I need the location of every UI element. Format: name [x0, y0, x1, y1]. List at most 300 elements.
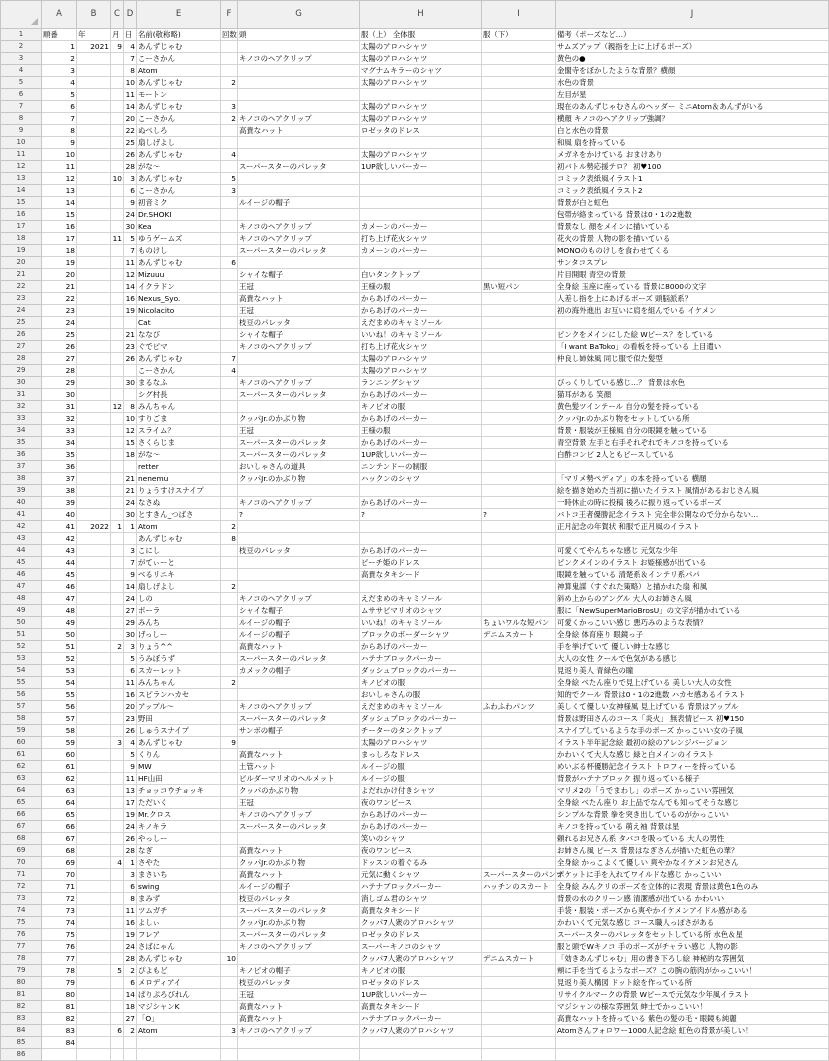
cell-i[interactable] [482, 989, 556, 1001]
cell-g[interactable]: キノコのヘアクリップ [238, 221, 360, 233]
cell-f[interactable] [221, 773, 238, 785]
row-header[interactable]: 18 [1, 233, 42, 245]
cell-f[interactable]: 回数 [222, 30, 237, 39]
cell-d[interactable]: 16 [124, 293, 137, 305]
cell-d[interactable]: 5 [124, 653, 137, 665]
cell-i[interactable] [482, 173, 556, 185]
cell-d[interactable]: 30 [124, 629, 137, 641]
cell-e[interactable]: なさぬ [137, 497, 221, 509]
cell-b[interactable] [77, 1001, 111, 1013]
cell-f[interactable] [221, 845, 238, 857]
cell-f[interactable] [221, 329, 238, 341]
cell-g[interactable] [238, 401, 360, 413]
cell-f[interactable] [221, 881, 238, 893]
cell-e[interactable]: 初音ミク [137, 197, 221, 209]
cell-b[interactable] [77, 413, 111, 425]
cell-a[interactable]: 35 [42, 449, 77, 461]
cell-e[interactable]: あんずじゃむ [137, 737, 221, 749]
cell-c[interactable] [111, 905, 124, 917]
cell-d[interactable]: 12 [124, 269, 137, 281]
cell-d[interactable]: 4 [124, 41, 137, 53]
cell-b[interactable] [77, 617, 111, 629]
cell-g[interactable]: スーパースターのパレッタ [238, 161, 360, 173]
cell-i[interactable] [482, 413, 556, 425]
cell-i[interactable] [482, 101, 556, 113]
cell-d[interactable]: 24 [124, 941, 137, 953]
cell-e[interactable]: こーさかん [137, 113, 221, 125]
cell-e[interactable]: 扇しげよし [137, 137, 221, 149]
cell-b[interactable] [77, 569, 111, 581]
cell-i[interactable] [482, 1013, 556, 1025]
cell-c[interactable] [111, 77, 124, 89]
cell-b[interactable] [77, 209, 111, 221]
cell-i[interactable] [482, 137, 556, 149]
cell-h[interactable]: ランニングシャツ [360, 377, 482, 389]
cell-c[interactable] [111, 845, 124, 857]
row-header[interactable]: 44 [1, 545, 42, 557]
cell-a[interactable]: 18 [42, 245, 77, 257]
cell-g[interactable] [238, 521, 360, 533]
cell-c[interactable] [111, 353, 124, 365]
column-header-b[interactable]: B [77, 1, 111, 29]
cell-c[interactable] [111, 485, 124, 497]
cell-i[interactable] [482, 329, 556, 341]
cell-d[interactable]: 27 [124, 605, 137, 617]
cell-b[interactable] [77, 797, 111, 809]
row-header[interactable]: 67 [1, 821, 42, 833]
cell-h[interactable]: ハックンのシャツ [360, 473, 482, 485]
cell-h[interactable]: 王様の服 [360, 425, 482, 437]
cell-j[interactable] [556, 1037, 829, 1049]
cell-d[interactable]: 9 [124, 569, 137, 581]
cell-g[interactable] [238, 101, 360, 113]
cell-i[interactable] [482, 857, 556, 869]
cell-g[interactable]: 高貴なハット [238, 641, 360, 653]
cell-j[interactable] [556, 365, 829, 377]
cell-i[interactable] [482, 665, 556, 677]
cell-c[interactable] [111, 269, 124, 281]
cell-g[interactable]: シャイな帽子 [238, 329, 360, 341]
row-header[interactable]: 64 [1, 785, 42, 797]
row-header[interactable]: 20 [1, 257, 42, 269]
cell-d[interactable]: 26 [124, 833, 137, 845]
cell-e[interactable]: ぐでピマ [137, 341, 221, 353]
row-header[interactable]: 43 [1, 533, 42, 545]
cell-i[interactable] [482, 485, 556, 497]
cell-f[interactable] [221, 473, 238, 485]
cell-h[interactable]: 高貴なタキシード [360, 905, 482, 917]
cell-i[interactable] [482, 761, 556, 773]
cell-g[interactable]: キノコのヘアクリップ [238, 809, 360, 821]
cell-h[interactable]: 太陽のアロハシャツ [360, 41, 482, 53]
column-header-d[interactable]: D [124, 1, 137, 29]
cell-e[interactable]: マジシャンK [137, 1001, 221, 1013]
row-header[interactable]: 51 [1, 629, 42, 641]
cell-b[interactable] [77, 365, 111, 377]
cell-c[interactable] [111, 197, 124, 209]
cell-b[interactable] [77, 389, 111, 401]
cell-a[interactable]: 49 [42, 617, 77, 629]
cell-a[interactable]: 67 [42, 833, 77, 845]
cell-a[interactable]: 72 [42, 893, 77, 905]
cell-d[interactable]: 28 [124, 953, 137, 965]
cell-a[interactable]: 8 [42, 125, 77, 137]
cell-h[interactable] [360, 533, 482, 545]
cell-b[interactable] [77, 509, 111, 521]
cell-c[interactable]: 4 [111, 857, 124, 869]
cell-g[interactable]: 高貴なハット [238, 1013, 360, 1025]
cell-a[interactable]: 56 [42, 701, 77, 713]
cell-i[interactable]: ふわふわパンツ [482, 701, 556, 713]
cell-h[interactable]: キノピオの服 [360, 965, 482, 977]
cell-h[interactable]: 太陽のアロハシャツ [360, 113, 482, 125]
cell-j[interactable]: 見返り美人構図 ドット絵を作っている所 [556, 977, 829, 989]
cell-h[interactable] [360, 197, 482, 209]
cell-j[interactable]: 見返り美人 青緑色の瞳 [556, 665, 829, 677]
cell-h[interactable] [360, 137, 482, 149]
cell-g[interactable]: スーパースターのパレッタ [238, 821, 360, 833]
cell-d[interactable]: 4 [124, 737, 137, 749]
cell-c[interactable] [111, 1001, 124, 1013]
cell-f[interactable] [221, 641, 238, 653]
cell-g[interactable]: スーパースターのパレッタ [238, 713, 360, 725]
cell-e[interactable]: MW [137, 761, 221, 773]
cell-i[interactable] [482, 569, 556, 581]
cell-j[interactable]: ポケットに手を入れてワイルドな感じ かっこいい [556, 869, 829, 881]
cell-f[interactable] [221, 1013, 238, 1025]
cell-h[interactable]: からあげのパーカー [360, 545, 482, 557]
cell-h[interactable]: 太陽のアロハシャツ [360, 365, 482, 377]
cell-b[interactable] [77, 809, 111, 821]
cell-f[interactable]: 2 [221, 113, 238, 125]
cell-f[interactable] [221, 929, 238, 941]
cell-g[interactable]: キノコのヘアクリップ [238, 941, 360, 953]
cell-b[interactable] [77, 965, 111, 977]
cell-g[interactable] [238, 137, 360, 149]
row-header[interactable]: 76 [1, 929, 42, 941]
cell-f[interactable] [221, 341, 238, 353]
cell-j[interactable]: 横顔 キノコのヘアクリップ強調？ [556, 113, 829, 125]
cell-d[interactable]: 5 [124, 233, 137, 245]
cell-c[interactable] [111, 881, 124, 893]
cell-f[interactable] [221, 893, 238, 905]
cell-j[interactable]: 服に「NewSuperMarioBrosU」の文字が描かれている [556, 605, 829, 617]
cell-d[interactable]: 1 [124, 857, 137, 869]
cell-b[interactable] [77, 845, 111, 857]
cell-h[interactable]: 服（上） 全体服 [360, 29, 482, 41]
cell-b[interactable] [77, 893, 111, 905]
cell-i[interactable] [482, 269, 556, 281]
cell-f[interactable] [221, 809, 238, 821]
cell-d[interactable]: 11 [124, 677, 137, 689]
cell-c[interactable] [111, 989, 124, 1001]
cell-j[interactable]: 高貴なハットを持っている 紫色の髪の毛・眼鏡も純麗 [556, 1013, 829, 1025]
cell-g[interactable] [238, 209, 360, 221]
cell-b[interactable] [77, 833, 111, 845]
cell-i[interactable] [482, 305, 556, 317]
cell-d[interactable]: 10 [124, 77, 137, 89]
row-header[interactable]: 15 [1, 197, 42, 209]
cell-a[interactable]: 79 [42, 977, 77, 989]
cell-f[interactable] [221, 869, 238, 881]
cell-c[interactable] [111, 365, 124, 377]
cell-h[interactable]: ? [360, 509, 482, 521]
cell-d[interactable]: 30 [124, 509, 137, 521]
cell-h[interactable]: 笑いのシャツ [360, 833, 482, 845]
cell-c[interactable] [111, 653, 124, 665]
row-header[interactable]: 31 [1, 389, 42, 401]
cell-i[interactable] [482, 209, 556, 221]
cell-f[interactable]: 3 [221, 185, 238, 197]
cell-j[interactable] [556, 461, 829, 473]
cell-g[interactable]: 王冠 [238, 989, 360, 1001]
cell-g[interactable]: キノコのヘアクリップ [238, 1025, 360, 1037]
cell-f[interactable] [221, 653, 238, 665]
cell-g[interactable]: 高貴なハット [238, 125, 360, 137]
cell-h[interactable]: ムササビマリオのシャツ [360, 605, 482, 617]
cell-h[interactable]: 1UP欲しいパーカー [360, 989, 482, 1001]
cell-b[interactable] [77, 221, 111, 233]
cell-b[interactable] [77, 581, 111, 593]
cell-f[interactable] [221, 53, 238, 65]
cell-e[interactable]: さくらじま [137, 437, 221, 449]
row-header[interactable]: 45 [1, 557, 42, 569]
cell-j[interactable]: 全身絵 べたん座りで見上げている 美しい大人の女性 [556, 677, 829, 689]
cell-h[interactable]: ハテナブロックパーカー [360, 653, 482, 665]
cell-j[interactable]: クッパJr.のかぶり物をセットしている所 [556, 413, 829, 425]
cell-c[interactable] [111, 689, 124, 701]
cell-j[interactable]: 服と頭でWキノコ 手のポーズがチャラい感じ 人物の影 [556, 941, 829, 953]
cell-i[interactable] [482, 389, 556, 401]
cell-e[interactable]: こにし [137, 545, 221, 557]
cell-b[interactable] [77, 1049, 111, 1061]
cell-i[interactable] [482, 461, 556, 473]
cell-a[interactable]: 26 [42, 341, 77, 353]
cell-c[interactable] [111, 953, 124, 965]
cell-g[interactable]: シャイな帽子 [238, 269, 360, 281]
cell-a[interactable]: 22 [42, 293, 77, 305]
cell-g[interactable]: 高貴なハット [238, 869, 360, 881]
cell-d[interactable]: 19 [124, 929, 137, 941]
cell-e[interactable]: あんずじゃむ [137, 953, 221, 965]
cell-i[interactable] [482, 53, 556, 65]
cell-f[interactable] [221, 65, 238, 77]
cell-a[interactable]: 40 [42, 509, 77, 521]
cell-f[interactable] [221, 497, 238, 509]
cell-a[interactable]: 58 [42, 725, 77, 737]
cell-i[interactable] [482, 965, 556, 977]
cell-h[interactable]: ハテナブロックパーカー [360, 1013, 482, 1025]
cell-j[interactable]: スーパースターのパレッタをセットしている所 水色＆星 [556, 929, 829, 941]
row-header[interactable]: 23 [1, 293, 42, 305]
cell-j[interactable]: 「マリメ勢ペディア」の本を持っている 横顔 [556, 473, 829, 485]
cell-c[interactable] [111, 1037, 124, 1049]
cell-f[interactable]: 8 [221, 533, 238, 545]
cell-b[interactable] [77, 245, 111, 257]
cell-j[interactable]: 「I want BaToko」の看板を持っている 上目遣い [556, 341, 829, 353]
cell-c[interactable] [111, 833, 124, 845]
cell-h[interactable]: マグナムキラーのシャツ [360, 65, 482, 77]
cell-f[interactable] [221, 605, 238, 617]
cell-j[interactable]: シンプルな背景 拳を突き出しているのがかっこいい [556, 809, 829, 821]
cell-i[interactable] [482, 581, 556, 593]
cell-e[interactable]: Atom [137, 65, 221, 77]
row-header[interactable]: 40 [1, 497, 42, 509]
column-header-j[interactable]: J [556, 1, 829, 29]
cell-d[interactable]: 7 [124, 53, 137, 65]
cell-a[interactable]: 78 [42, 965, 77, 977]
cell-h[interactable]: 打ち上げ花火シャツ [360, 341, 482, 353]
cell-e[interactable]: まるなふ [137, 377, 221, 389]
cell-c[interactable] [111, 389, 124, 401]
cell-g[interactable]: ? [238, 509, 360, 521]
cell-d[interactable] [124, 461, 137, 473]
cell-d[interactable]: 9 [124, 197, 137, 209]
cell-e[interactable]: ぴよもど [137, 965, 221, 977]
cell-b[interactable] [77, 161, 111, 173]
cell-i[interactable] [482, 593, 556, 605]
cell-j[interactable]: 現在のあんずじゃむさんのヘッダー ミニAtom＆あんずがいる [556, 101, 829, 113]
cell-i[interactable] [482, 197, 556, 209]
cell-d[interactable]: 9 [124, 761, 137, 773]
cell-i[interactable]: ハッチンのスカート [482, 881, 556, 893]
cell-d[interactable]: 6 [124, 977, 137, 989]
cell-g[interactable]: キノコのヘアクリップ [238, 377, 360, 389]
cell-j[interactable]: 大人の女性 クールで色気がある感じ [556, 653, 829, 665]
cell-c[interactable] [111, 257, 124, 269]
cell-f[interactable]: 4 [221, 149, 238, 161]
cell-h[interactable]: 夜のワンピース [360, 845, 482, 857]
cell-c[interactable] [111, 629, 124, 641]
cell-h[interactable]: からあげのパーカー [360, 293, 482, 305]
cell-i[interactable] [482, 125, 556, 137]
cell-e[interactable]: Nexus_Syo. [137, 293, 221, 305]
cell-d[interactable]: 26 [124, 149, 137, 161]
column-header-e[interactable]: E [137, 1, 221, 29]
cell-b[interactable] [77, 173, 111, 185]
cell-e[interactable]: とすきん_つばさ [137, 509, 221, 521]
cell-f[interactable]: 2 [221, 77, 238, 89]
cell-a[interactable]: 39 [42, 497, 77, 509]
cell-g[interactable] [238, 557, 360, 569]
cell-a[interactable]: 24 [42, 317, 77, 329]
row-header[interactable]: 57 [1, 701, 42, 713]
cell-d[interactable]: 11 [124, 905, 137, 917]
row-header[interactable]: 85 [1, 1037, 42, 1049]
cell-b[interactable] [77, 197, 111, 209]
cell-i[interactable] [482, 521, 556, 533]
cell-d[interactable]: 1 [124, 521, 137, 533]
row-header[interactable]: 16 [1, 209, 42, 221]
cell-h[interactable]: ハテナブロックパーカー [360, 881, 482, 893]
cell-j[interactable]: 一時休止の時に投稿 後ろに振り返っているポーズ [556, 497, 829, 509]
cell-j[interactable]: 白と水色の背景 [556, 125, 829, 137]
cell-d[interactable]: 15 [124, 437, 137, 449]
row-header[interactable]: 2 [1, 41, 42, 53]
cell-i[interactable] [482, 677, 556, 689]
cell-d[interactable]: 6 [124, 665, 137, 677]
cell-e[interactable]: スカーレット [137, 665, 221, 677]
row-header[interactable]: 81 [1, 989, 42, 1001]
cell-b[interactable] [77, 137, 111, 149]
cell-a[interactable]: 3 [42, 65, 77, 77]
cell-i[interactable]: スーパースターのパンツ [483, 870, 564, 879]
cell-a[interactable]: 43 [42, 545, 77, 557]
cell-c[interactable] [111, 497, 124, 509]
cell-a[interactable]: 13 [42, 185, 77, 197]
column-header-f[interactable]: F [221, 1, 238, 29]
cell-j[interactable]: ピンクをメインにした絵 Wピース？をしている [556, 329, 829, 341]
cell-h[interactable]: ルイージの服 [360, 773, 482, 785]
cell-g[interactable]: キノコのヘアクリップ [238, 497, 360, 509]
cell-e[interactable]: くりん [137, 749, 221, 761]
cell-e[interactable]: スピランハカセ [137, 689, 221, 701]
cell-e[interactable]: Atom [137, 1025, 221, 1037]
cell-d[interactable]: 28 [124, 845, 137, 857]
row-header[interactable]: 74 [1, 905, 42, 917]
cell-e[interactable]: 「O」 [137, 1013, 221, 1025]
cell-j[interactable]: 斜め上からのアングル 大人のお姉さん風 [556, 593, 829, 605]
cell-b[interactable] [77, 437, 111, 449]
cell-j[interactable]: 手を挙げていて 優しい紳士な感じ [556, 641, 829, 653]
cell-g[interactable] [238, 569, 360, 581]
cell-b[interactable] [77, 317, 111, 329]
cell-g[interactable] [238, 65, 360, 77]
cell-e[interactable]: ななび [137, 329, 221, 341]
cell-g[interactable]: 高貴なハット [238, 749, 360, 761]
cell-f[interactable] [221, 401, 238, 413]
cell-h[interactable]: ニンテンドーの制服 [360, 461, 482, 473]
row-header[interactable]: 49 [1, 605, 42, 617]
cell-j[interactable]: かわいくて元気な感じ コース職人っぽさがある [556, 917, 829, 929]
cell-d[interactable]: 21 [124, 473, 137, 485]
cell-f[interactable] [221, 785, 238, 797]
cell-e[interactable]: さばにゃん [137, 941, 221, 953]
cell-h[interactable] [360, 185, 482, 197]
cell-c[interactable] [111, 977, 124, 989]
cell-c[interactable]: 11 [111, 233, 124, 245]
cell-c[interactable] [111, 1049, 124, 1061]
cell-a[interactable]: 63 [42, 785, 77, 797]
cell-g[interactable] [238, 353, 360, 365]
cell-i[interactable] [482, 341, 556, 353]
cell-e[interactable]: アップル～ [137, 701, 221, 713]
cell-e[interactable]: がてぃーと [137, 557, 221, 569]
cell-f[interactable] [221, 833, 238, 845]
cell-i[interactable] [482, 401, 556, 413]
cell-d[interactable] [124, 1037, 137, 1049]
cell-j[interactable]: 頼れるお兄さん系 タバコを吸っている 大人の男性 [556, 833, 829, 845]
cell-f[interactable] [221, 425, 238, 437]
cell-a[interactable]: 80 [42, 989, 77, 1001]
cell-e[interactable]: キノキラ [137, 821, 221, 833]
cell-c[interactable] [111, 677, 124, 689]
cell-j[interactable]: 左目が星 [556, 89, 829, 101]
cell-a[interactable]: 83 [42, 1025, 77, 1037]
cell-f[interactable] [221, 941, 238, 953]
cell-e[interactable] [137, 1037, 221, 1049]
cell-j[interactable]: お姉さん風 ピース 背景はなぎさんが描いた虹色の華？ [556, 845, 829, 857]
cell-f[interactable]: 3 [221, 1025, 238, 1037]
cell-e[interactable]: Mizuuu [137, 269, 221, 281]
row-header[interactable]: 46 [1, 569, 42, 581]
cell-g[interactable] [238, 41, 360, 53]
row-header[interactable]: 36 [1, 449, 42, 461]
cell-f[interactable] [221, 713, 238, 725]
cell-f[interactable]: 6 [221, 257, 238, 269]
cell-i[interactable] [482, 821, 556, 833]
cell-c[interactable] [111, 341, 124, 353]
